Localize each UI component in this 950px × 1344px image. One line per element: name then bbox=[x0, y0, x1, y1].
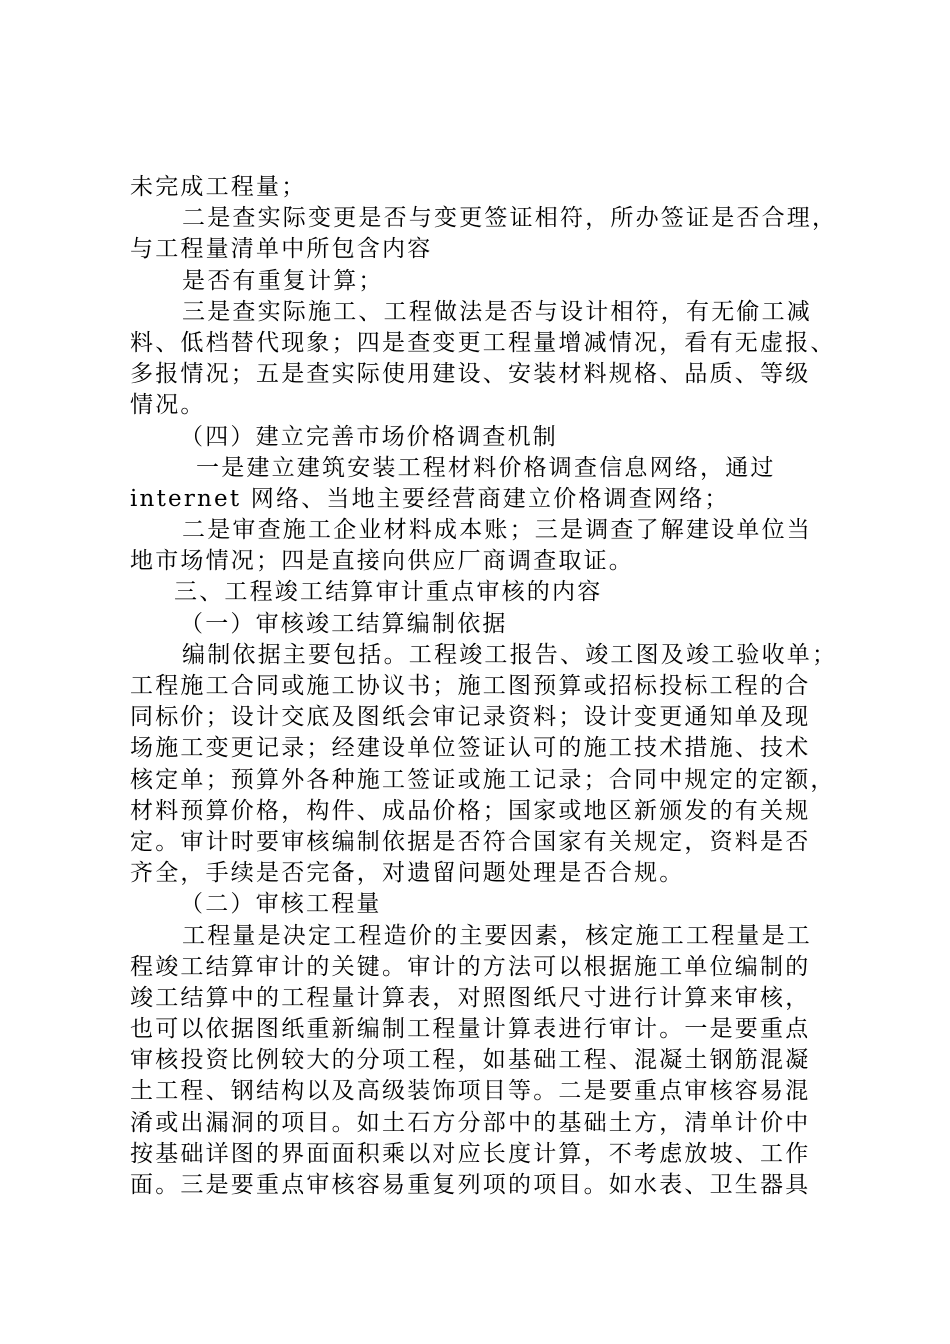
document-body bbox=[130, 172, 845, 1201]
paragraph-line: 情况。 bbox=[130, 392, 206, 419]
subsection-heading: （一）审核竣工结算编制依据 bbox=[180, 610, 508, 637]
paragraph-line: 土工程、钢结构以及高级装饰项目等。二是要重点审核容易混 bbox=[130, 1078, 811, 1105]
paragraph-line: 同标价；设计交底及图纸会审记录资料；设计变更通知单及现 bbox=[130, 704, 811, 731]
paragraph-line: 审核投资比例较大的分项工程，如基础工程、混凝土钢筋混凝 bbox=[130, 1047, 811, 1074]
paragraph-line: 与工程量清单中所包含内容 bbox=[130, 236, 433, 263]
paragraph-line: 场施工变更记录；经建设单位签证认可的施工技术措施、技术 bbox=[130, 735, 811, 762]
paragraph-line: 竣工结算中的工程量计算表，对照图纸尺寸进行计算来审核， bbox=[130, 984, 811, 1011]
section-heading: （四）建立完善市场价格调查机制 bbox=[180, 423, 558, 450]
subsection-heading: （二）审核工程量 bbox=[180, 891, 382, 918]
paragraph-line: 地市场情况；四是直接向供应厂商调查取证。 bbox=[130, 548, 634, 575]
paragraph-line: 面。三是要重点审核容易重复列项的项目。如水表、卫生器具 bbox=[130, 1172, 811, 1198]
paragraph-line: 齐全，手续是否完备，对遗留问题处理是否合规。 bbox=[130, 860, 685, 887]
paragraph-line: 未完成工程量； bbox=[130, 174, 307, 200]
paragraph-line: 一是建立建筑安装工程材料价格调查信息网络，通过 bbox=[196, 454, 776, 481]
paragraph-line: 二是查实际变更是否与变更签证相符，所办签证是否合理， bbox=[182, 205, 838, 232]
paragraph-line: 是否有重复计算； bbox=[182, 267, 384, 294]
paragraph-line: 定。审计时要审核编制依据是否符合国家有关规定，资料是否 bbox=[130, 828, 811, 855]
paragraph-line: 按基础详图的界面面积乘以对应长度计算，不考虑放坡、工作 bbox=[130, 1140, 811, 1167]
section-heading: 三、工程竣工结算审计重点审核的内容 bbox=[174, 579, 603, 606]
paragraph-line: 编制依据主要包括。工程竣工报告、竣工图及竣工验收单； bbox=[182, 641, 838, 668]
paragraph-line: 核定单；预算外各种施工签证或施工记录；合同中规定的定额， bbox=[130, 766, 836, 793]
paragraph-line: 工程施工合同或施工协议书；施工图预算或招标投标工程的合 bbox=[130, 673, 811, 699]
paragraph-line: 三是查实际施工、工程做法是否与设计相符，有无偷工减 bbox=[182, 298, 812, 325]
paragraph-line: internet 网络、当地主要经营商建立价格调查网络； bbox=[130, 485, 730, 512]
paragraph-line: 工程量是决定工程造价的主要因素，核定施工工程量是工 bbox=[182, 922, 812, 949]
paragraph-line: 二是审查施工企业材料成本账；三是调查了解建设单位当 bbox=[182, 517, 812, 544]
paragraph-line: 淆或出漏洞的项目。如土石方分部中的基础土方，清单计价中 bbox=[130, 1109, 811, 1136]
paragraph-line: 也可以依据图纸重新编制工程量计算表进行审计。一是要重点 bbox=[130, 1016, 811, 1043]
paragraph-line: 多报情况；五是查实际使用建设、安装材料规格、品质、等级 bbox=[130, 361, 811, 388]
paragraph-line: 料、低档替代现象；四是查变更工程量增减情况，看有无虚报、 bbox=[130, 329, 836, 356]
paragraph-line: 程竣工结算审计的关键。审计的方法可以根据施工单位编制的 bbox=[130, 953, 811, 980]
paragraph-line: 材料预算价格，构件、成品价格；国家或地区新颁发的有关规 bbox=[130, 797, 811, 824]
